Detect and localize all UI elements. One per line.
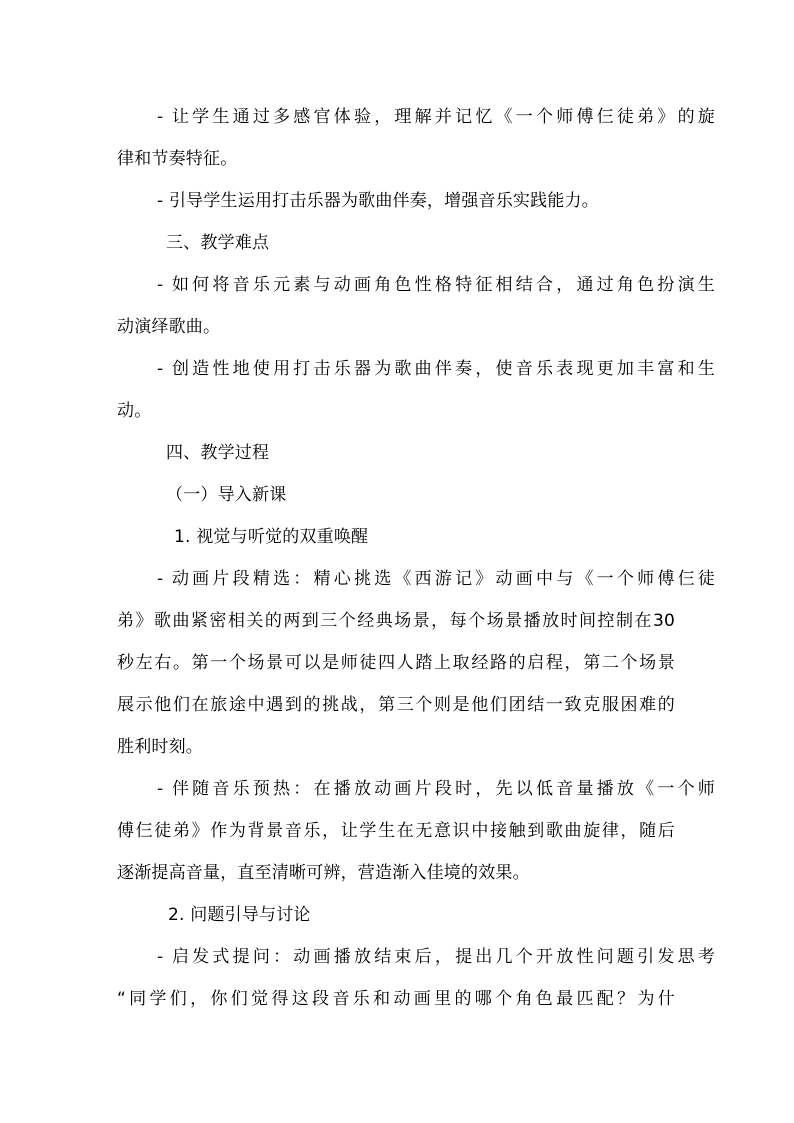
section-heading-difficulties: 三、教学难点 — [166, 233, 270, 253]
question-bullet-line-2: “同学们，你们觉得这段音乐和动画里的哪个角色最匹配？为什 — [117, 989, 675, 1009]
animation-bullet-line-1: - 动画片段精选：精心挑选《西游记》动画中与《一个师傅仨徒 — [157, 569, 715, 589]
difficulty-bullet-2-line-1: - 创造性地使用打击乐器为歌曲伴奏，使音乐表现更加丰富和生 — [157, 359, 715, 379]
music-bullet-line-2: 傅仨徒弟》作为背景音乐，让学生在无意识中接触到歌曲旋律，随后 — [117, 821, 675, 841]
objective-bullet-2: - 引导学生运用打击乐器为歌曲伴奏，增强音乐实践能力。 — [157, 191, 599, 211]
subsection-heading-intro: （一）导入新课 — [166, 485, 287, 505]
animation-bullet-line-5: 胜利时刻。 — [117, 737, 203, 757]
step-heading-2: 2. 问题引导与讨论 — [168, 905, 311, 925]
difficulty-bullet-2-line-2: 动。 — [117, 401, 152, 421]
difficulty-bullet-1-line-1: - 如何将音乐元素与动画角色性格特征相结合，通过角色扮演生 — [157, 275, 715, 295]
difficulty-bullet-1-line-2: 动演绎歌曲。 — [117, 317, 221, 337]
music-bullet-line-3: 逐渐提高音量，直至清晰可辨，营造渐入佳境的效果。 — [117, 863, 530, 883]
step-heading-1: 1. 视觉与听觉的双重唤醒 — [174, 527, 369, 547]
question-bullet-line-1: - 启发式提问：动画播放结束后，提出几个开放性问题引发思考 — [157, 947, 715, 967]
section-heading-process: 四、教学过程 — [166, 443, 270, 463]
music-bullet-line-1: - 伴随音乐预热：在播放动画片段时，先以低音量播放《一个师 — [157, 779, 715, 799]
animation-bullet-line-2: 弟》歌曲紧密相关的两到三个经典场景，每个场景播放时间控制在30 — [117, 611, 675, 631]
animation-bullet-line-3: 秒左右。第一个场景可以是师徒四人踏上取经路的启程，第二个场景 — [117, 653, 675, 673]
objective-bullet-1-line-2: 律和节奏特征。 — [117, 149, 238, 169]
animation-bullet-line-4: 展示他们在旅途中遇到的挑战，第三个则是他们团结一致克服困难的 — [117, 695, 675, 715]
objective-bullet-1-line-1: - 让学生通过多感官体验，理解并记忆《一个师傅仨徒弟》的旋 — [157, 107, 715, 127]
